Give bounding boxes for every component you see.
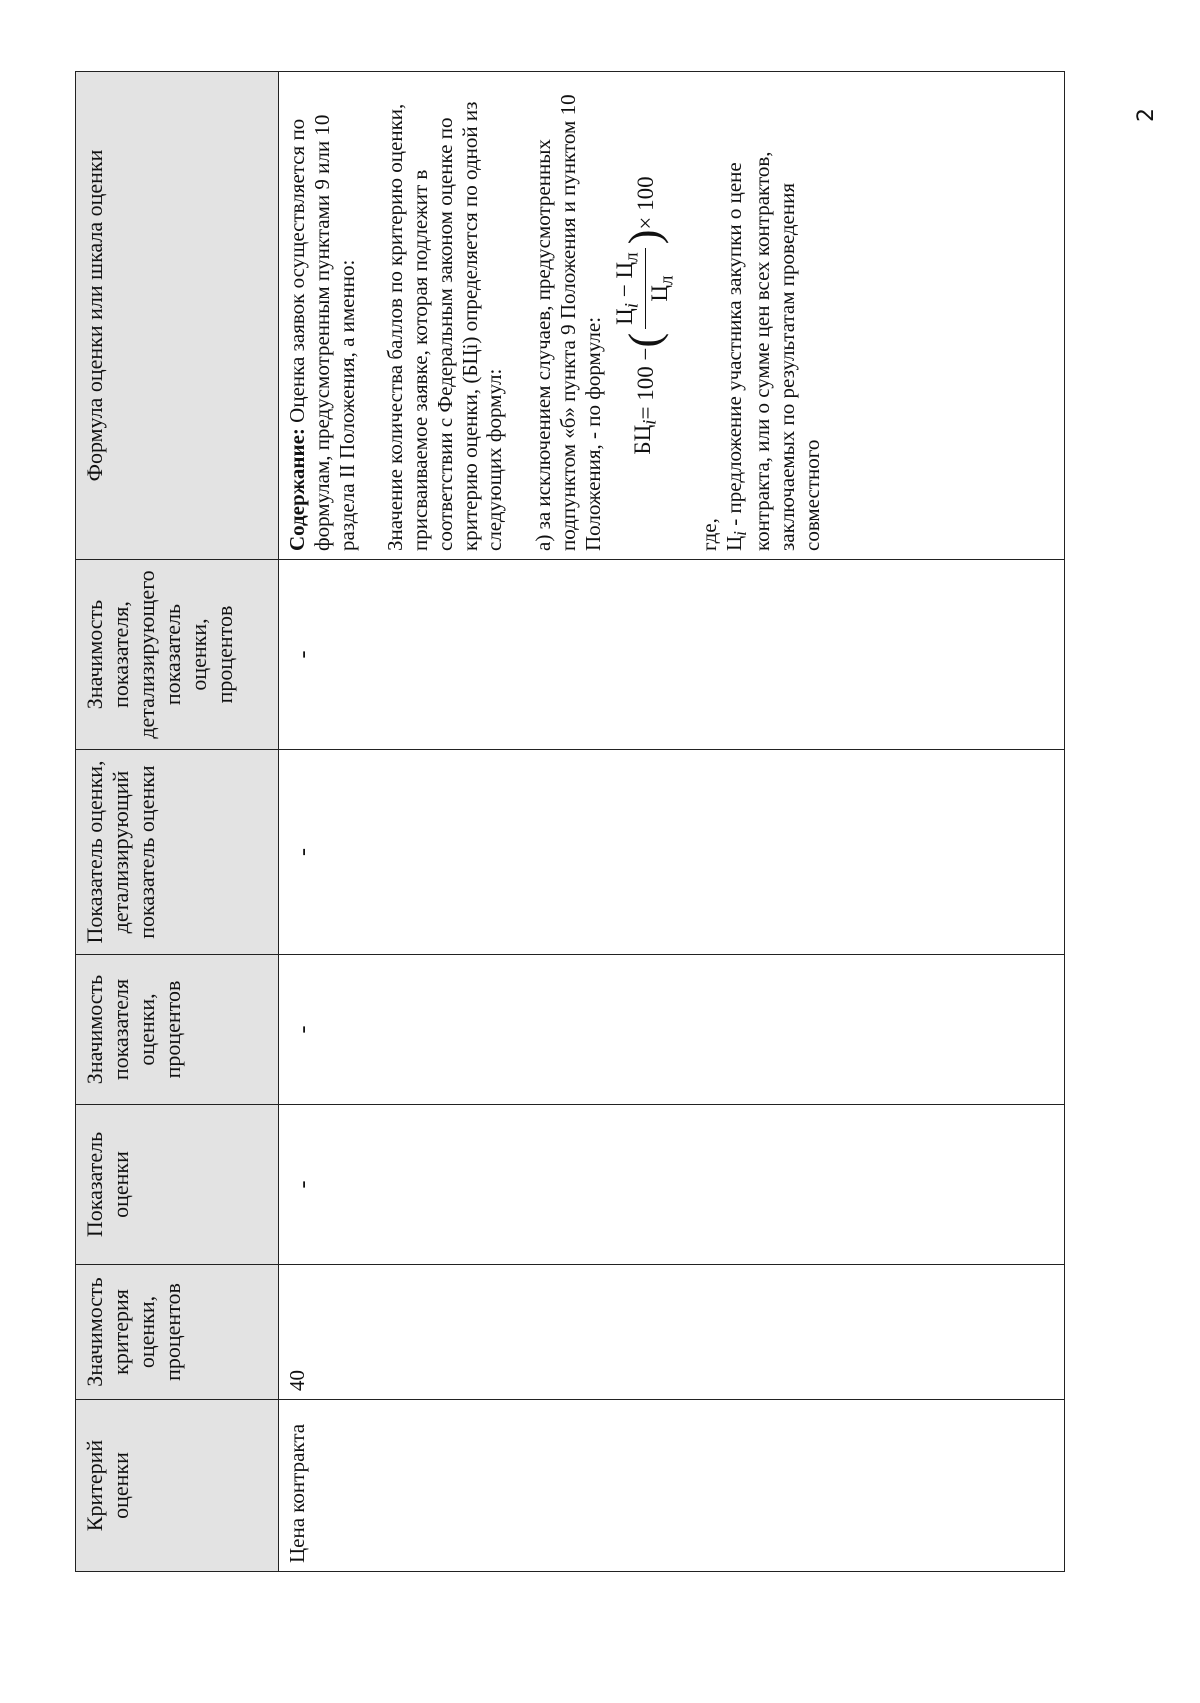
formula-paragraph-2: Значение количества баллов по критерию оценки, присваиваемое заявке, которая подлежит в соответствии с Федеральным законом оценке по критерию оценки, (БЦi) определяется по одной из следующих формул: (383, 101, 507, 551)
criterion-cell (279, 1400, 1065, 1572)
content-label: Содержание: (285, 428, 309, 551)
criterion-text: Цена контракта (285, 1423, 309, 1563)
table-row (279, 72, 1065, 1572)
header-cell: Значимость показателя оценки, процентов (76, 955, 279, 1105)
header-cell: Значимость показателя, детализирующего показатель оценки, процентов (76, 560, 279, 750)
left-paren-icon: ( (620, 332, 670, 348)
formula-definition: $Ц_i$ - предложение участника закупки о цене контракта, или о сумме цен всех контрактов, заключаемых по результатам проведения совместного (721, 151, 824, 551)
formula-fraction (611, 248, 678, 329)
rotated-page (75, 72, 1065, 1572)
header-cell: Значимость критерия оценки, процентов (76, 1265, 279, 1400)
content-text: Оценка заявок осуществляется по формулам, предусмотренным пунктами 9 или 10 раздела II Положения, а именно: (285, 114, 359, 551)
indicator-cell (279, 1105, 1065, 1265)
detail-indicator-cell (279, 750, 1065, 955)
detail-weight-cell (279, 560, 1065, 750)
table-header-row (76, 72, 279, 1572)
evaluation-criteria-table (75, 71, 1065, 1572)
detail-weight-text: - (290, 650, 316, 659)
criterion-weight-cell (279, 1265, 1065, 1400)
formula-tail: × 100 (632, 176, 658, 230)
formula-lhs: $БЦ_i$ (629, 419, 661, 455)
formula-mid: = 100 − (632, 347, 658, 420)
criterion-weight-text: 40 (285, 1370, 309, 1391)
indicator-weight-cell (279, 955, 1065, 1105)
fraction-denominator: $Ц_л$ (646, 275, 678, 302)
fraction-numerator: $Ц_i - Ц_л$ (611, 248, 645, 329)
header-cell: Показатель оценки (76, 1105, 279, 1265)
right-paren-icon: ) (620, 229, 670, 245)
header-cell: Формула оценки или шкала оценки (76, 72, 279, 560)
indicator-weight-text: - (290, 1025, 316, 1034)
detail-indicator-text: - (290, 848, 316, 856)
formula-paragraph-3: а) за исключением случаев, предусмотренных подпунктом «б» пункта 9 Положения и пунктом 10 Положения, - по формуле: (531, 94, 605, 551)
price-score-formula (611, 80, 678, 551)
formula-where: где, (696, 518, 721, 551)
indicator-text: - (290, 1180, 316, 1189)
header-cell: Показатель оценки, детализирующий показатель оценки (76, 750, 279, 955)
header-cell: Критерий оценки (76, 1400, 279, 1572)
formula-cell (279, 72, 1065, 560)
formula-paragraph-1 (285, 80, 359, 551)
page-number: 2 (1134, 108, 1159, 122)
